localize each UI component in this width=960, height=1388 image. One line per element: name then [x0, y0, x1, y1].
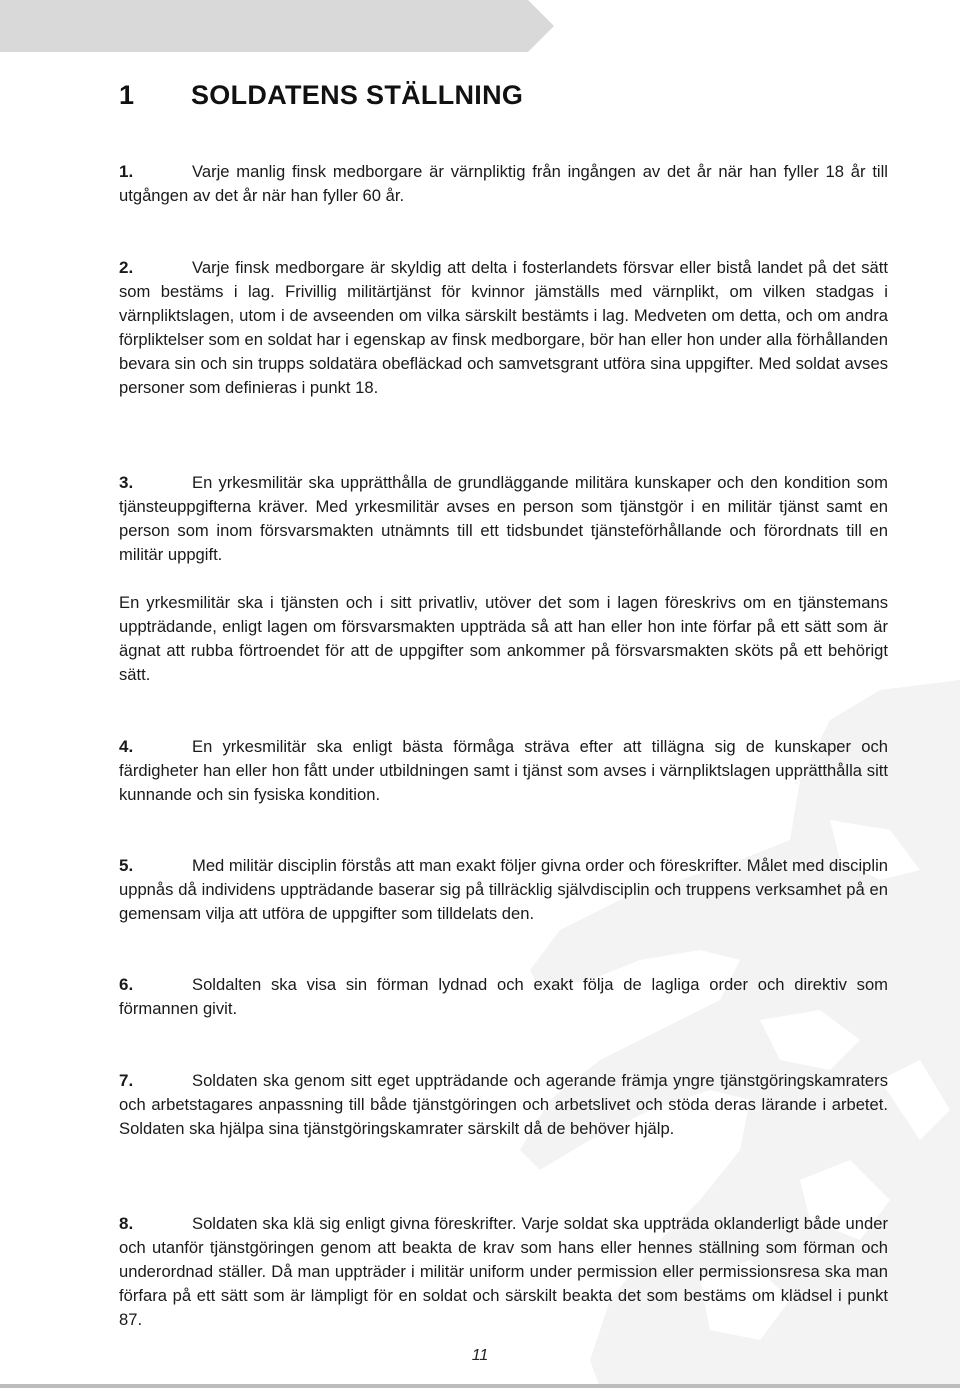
paragraph-2 — [119, 256, 888, 400]
paragraph-number: 4. — [119, 737, 134, 756]
page-number: 11 — [471, 1347, 489, 1364]
header-band — [0, 0, 960, 52]
paragraph-text: Soldalten ska visa sin förman lydnad och exakt följa de lagliga order och direktiv som förmannen givit. — [119, 975, 888, 1018]
paragraph-text: Soldaten ska klä sig enligt givna föreskrifter. Varje soldat ska uppträda oklanderligt både under och utanför tjänstgöringen genom att beakta de krav som hans eller hennes ställning som förman och underordnad ställer. Då man uppträder i militär uniform under permission eller permissionsresa ska man förfara på ett sätt som är lämpligt för en soldat och särskilt beakta det som bestäms om klädsel i punkt 87. — [119, 1214, 888, 1329]
chapter-title-text: SOLDATENS STÄLLNING — [191, 80, 524, 110]
paragraph-8 — [119, 1212, 888, 1332]
paragraph-text: Med militär disciplin förstås att man exakt följer givna order och föreskrifter. Målet med disciplin uppnås då individens uppträdande baserar sig på tillräcklig självdisciplin och truppens verksamhet på en gemensam vilja att utföra de uppgifter som tilldelats den. — [119, 856, 888, 923]
paragraph-text: Varje manlig finsk medborgare är värnpliktig från ingången av det år när han fyller 18 år till utgången av det år när han fyller 60 år. — [119, 162, 888, 205]
paragraph-text: En yrkesmilitär ska enligt bästa förmåga sträva efter att tillägna sig de kunskaper och färdigheter han eller hon fått under utbildningen samt i tjänst som avses i värnpliktslagen upprätthålla sitt kunnande och sin fysiska kondition. — [119, 737, 888, 804]
paragraph-number: 3. — [119, 473, 134, 492]
paragraph-1 — [119, 160, 888, 208]
paragraph-3-continued — [119, 591, 888, 687]
paragraph-7 — [119, 1069, 888, 1141]
chapter-title — [119, 80, 523, 111]
paragraph-number: 8. — [119, 1214, 134, 1233]
paragraph-3 — [119, 471, 888, 567]
paragraph-4 — [119, 735, 888, 807]
paragraph-text: Varje finsk medborgare är skyldig att delta i fosterlandets försvar eller bistå landet på det sätt som bestäms i lag. Frivillig militärtjänst för kvinnor jämställs med värnplikt, om vilken stadgas i värnpliktslagen, utom i de avseenden om vilka särskilt bestämts i lag. Medveten om detta, och om andra förpliktelser som en soldat har i egenskap av finsk medborgare, bör han eller hon under alla förhållanden bevara sin och sin trupps soldatära obefläckad och samvetsgrant utföra sina uppgifter. Med soldat avses personer som definieras i punkt 18. — [119, 258, 888, 397]
chapter-number: 1 — [119, 80, 135, 110]
paragraph-number: 5. — [119, 856, 134, 875]
paragraph-number: 1. — [119, 162, 134, 181]
paragraph-text: En yrkesmilitär ska i tjänsten och i sitt privatliv, utöver det som i lagen föreskrivs om en tjänstemans uppträdande, enligt lagen om försvarsmakten uppträda så att han eller hon inte förfar på ett sätt som är ägnat att rubba förtroendet för att de uppgifter som ankommer på försvarsmakten sköts på ett behörigt sätt. — [119, 593, 888, 684]
paragraph-text: Soldaten ska genom sitt eget uppträdande och agerande främja yngre tjänstgöringskamraters och arbetstagares anpassning till både tjänstgöringen och arbetslivet och stöda deras lärande i arbetet. Soldaten ska hjälpa sina tjänstgöringskamrater särskilt då de behöver hjälp. — [119, 1071, 888, 1138]
paragraph-text: En yrkesmilitär ska upprätthålla de grundläggande militära kunskaper och den kondition som tjänsteuppgifterna kräver. Med yrkesmilitär avses en person som tjänstgör i en militär tjänst samt en person som inom försvarsmakten utnämnts till ett tidsbundet tjänsteförhållande och förordnats till en militär uppgift. — [119, 473, 888, 564]
paragraph-6 — [119, 973, 888, 1021]
paragraph-number: 6. — [119, 975, 134, 994]
paragraph-number: 2. — [119, 258, 134, 277]
bottom-rule — [0, 1384, 960, 1388]
paragraph-5 — [119, 854, 888, 926]
paragraph-number: 7. — [119, 1071, 134, 1090]
